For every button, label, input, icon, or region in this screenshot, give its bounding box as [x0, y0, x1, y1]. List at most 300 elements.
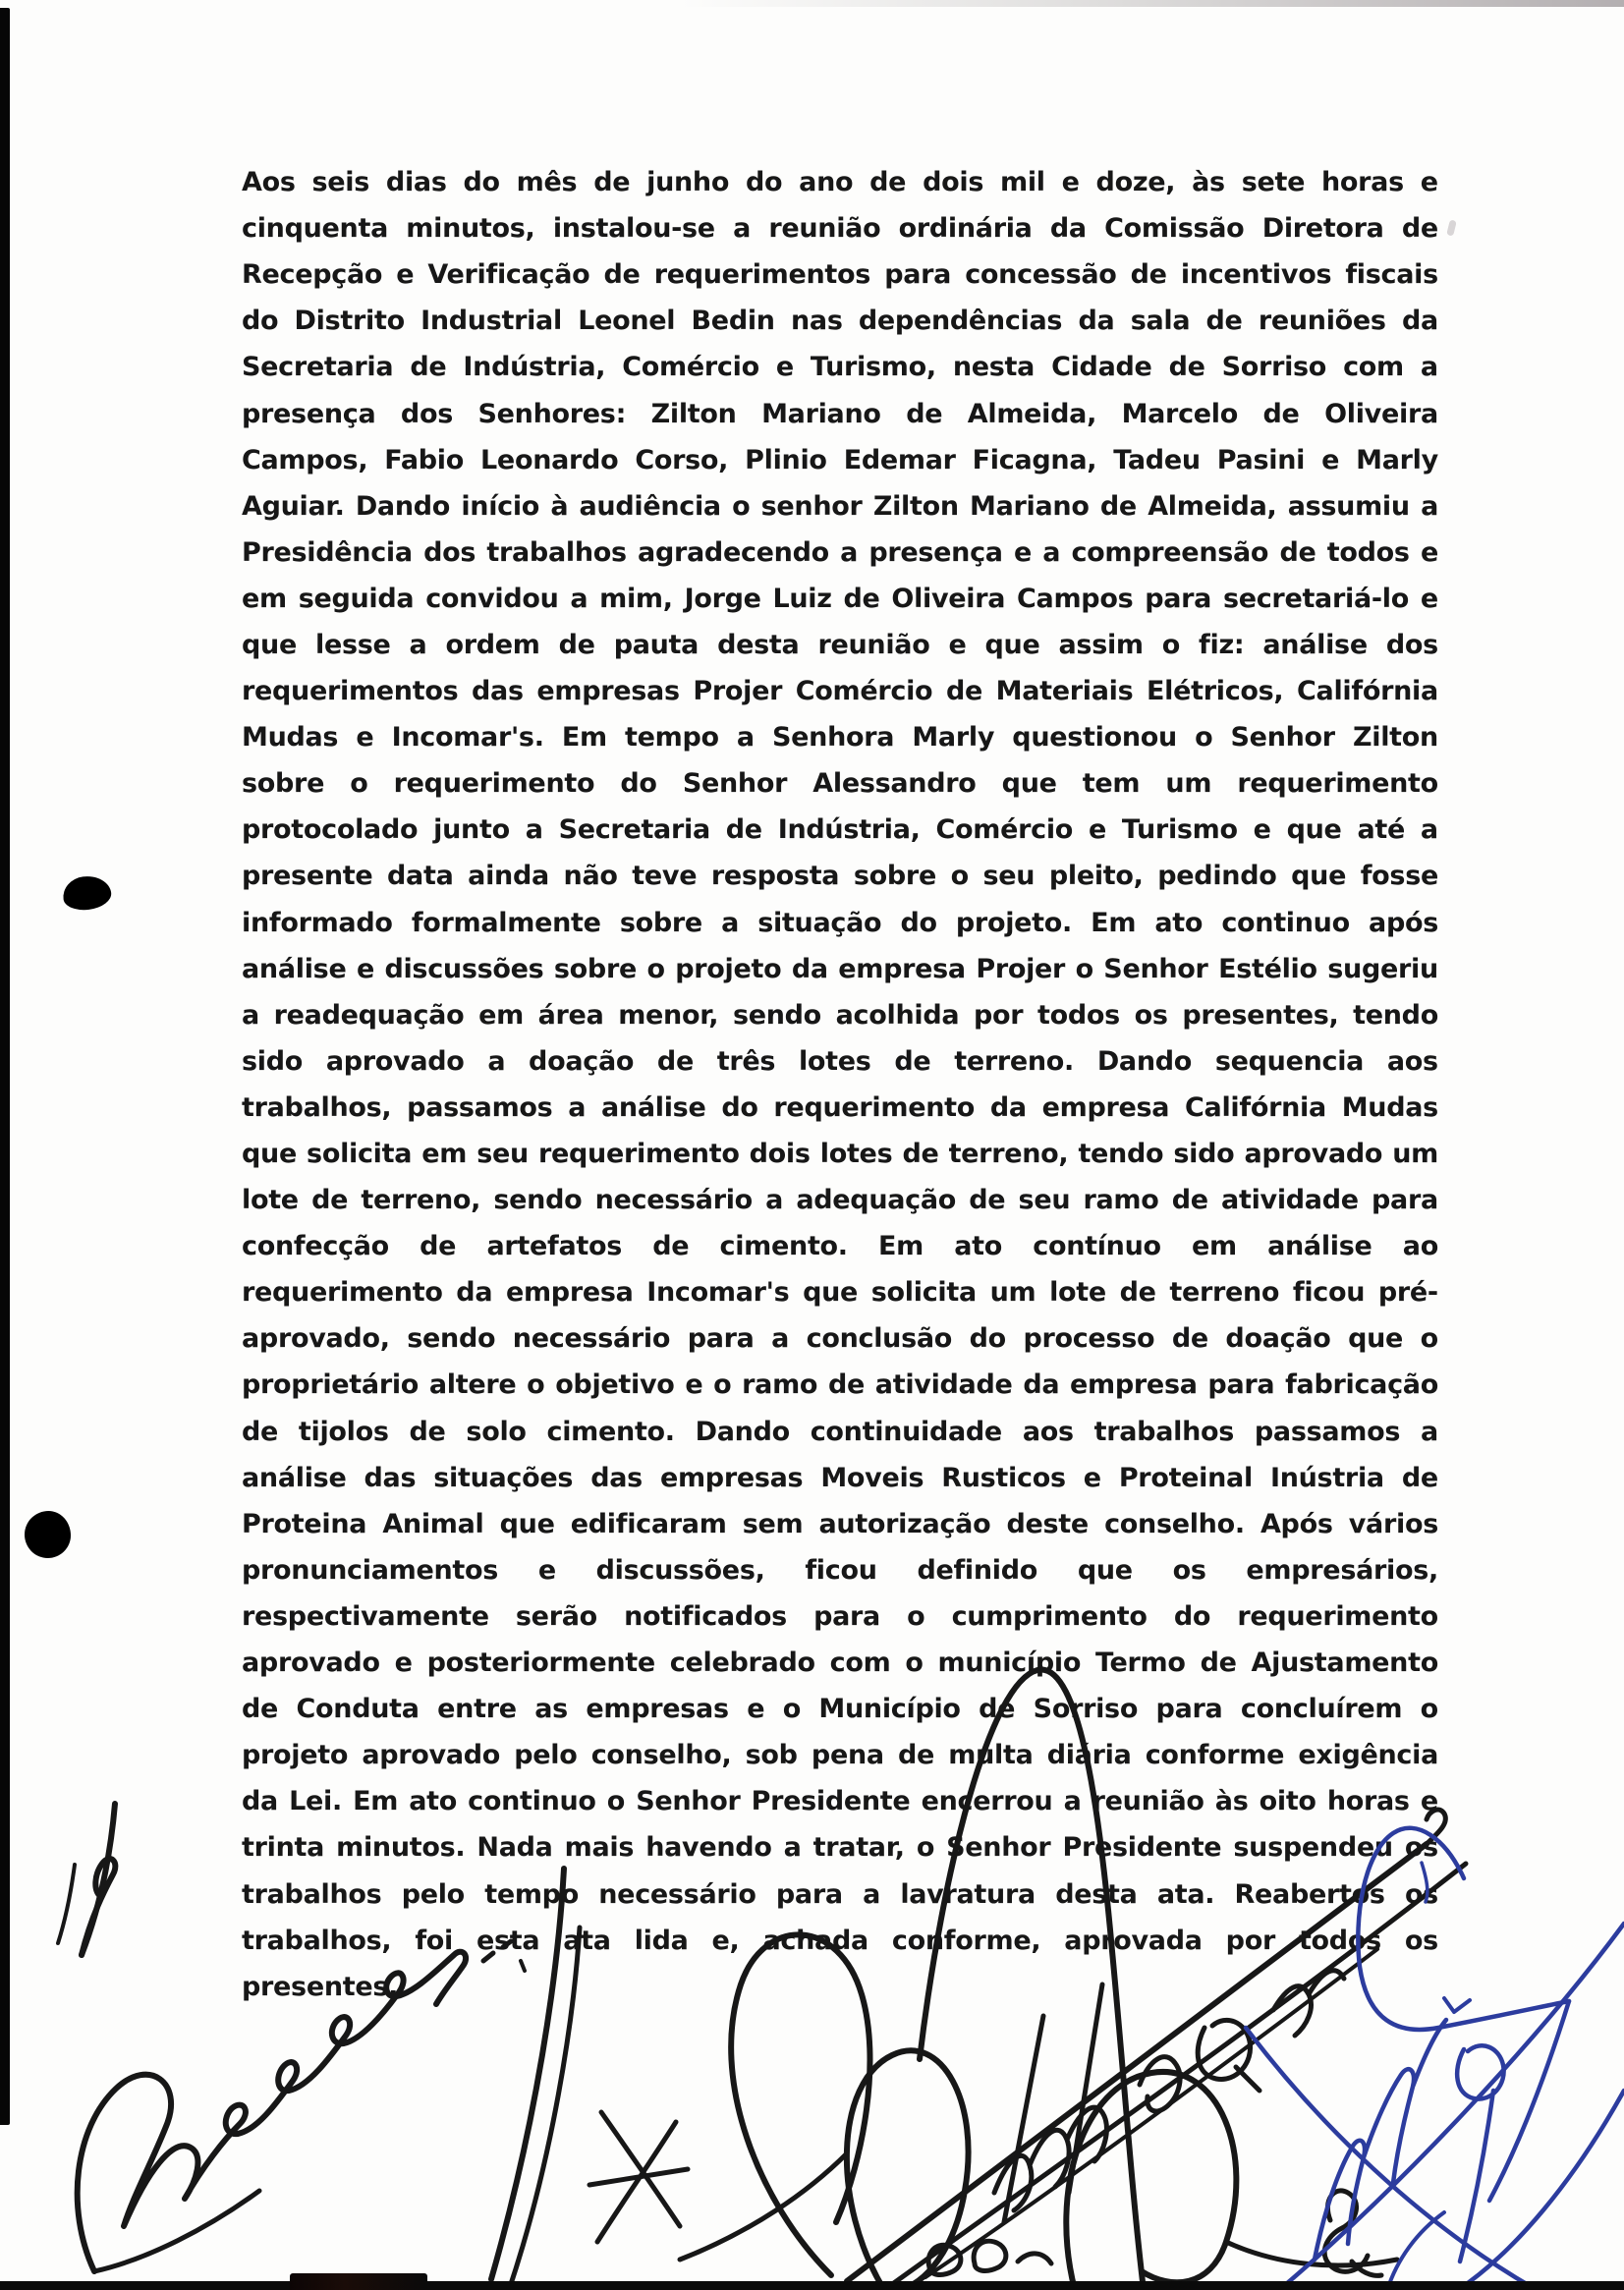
text-word: Senhora: [772, 722, 895, 754]
text-word: empresa: [1070, 1369, 1198, 1401]
text-word: a: [1042, 536, 1061, 568]
minutes-paragraph: [242, 159, 1438, 2010]
text-word: não: [563, 861, 618, 892]
text-word: projeto.: [955, 907, 1072, 938]
text-word: para: [687, 1323, 755, 1355]
hole-punch-mark: [61, 873, 113, 913]
text-word: a: [1420, 814, 1438, 846]
text-word: conclusão: [806, 1323, 953, 1355]
text-word: continuo: [468, 1786, 596, 1817]
text-word: atividade: [1221, 1185, 1359, 1216]
text-word: Luiz: [772, 583, 832, 614]
text-word: pena: [811, 1740, 884, 1771]
text-word: Comércio: [935, 814, 1074, 846]
text-word: de: [1401, 213, 1438, 245]
text-word: Corso,: [635, 444, 729, 475]
text-word: Proteina: [242, 1508, 367, 1539]
text-word: serão: [515, 1600, 597, 1632]
text-word: presente: [242, 861, 373, 892]
text-word: convidou: [425, 583, 559, 614]
text-word: Oliveira: [1324, 398, 1438, 429]
text-word: achada: [762, 1925, 868, 1956]
text-word: sendo: [493, 1185, 583, 1216]
text-word: sobre: [853, 861, 936, 892]
text-word: reunião: [1092, 1786, 1204, 1817]
text-word: Presidente: [751, 1786, 911, 1817]
text-word: os: [1172, 1554, 1206, 1586]
scan-smudge-top: [681, 0, 1624, 7]
text-word: que: [803, 1277, 859, 1309]
text-word: Indústria,: [463, 352, 606, 383]
text-word: cinquenta: [242, 213, 388, 245]
text-word: requerimento: [537, 1139, 740, 1170]
text-word: Zilton: [872, 490, 959, 522]
text-line: [242, 1315, 1438, 1362]
text-word: por: [973, 999, 1024, 1031]
text-word: Ficagna,: [972, 444, 1097, 475]
text-word: o: [646, 953, 665, 984]
text-word: confecção: [242, 1231, 389, 1262]
text-word: a: [771, 1323, 790, 1355]
text-word: protocolado: [242, 814, 419, 846]
text-word: o: [350, 768, 368, 800]
text-word: aprovado: [325, 1045, 465, 1077]
text-word: Em: [353, 1786, 399, 1817]
text-word: incentivos: [1180, 259, 1332, 291]
text-word: respectivamente: [242, 1600, 489, 1632]
text-word: lotes: [819, 1139, 893, 1170]
text-word: ano: [799, 167, 854, 198]
text-word: requerimento: [1237, 768, 1438, 800]
text-word: pré-: [1377, 1277, 1438, 1309]
text-word: até: [1357, 814, 1406, 846]
text-word: dos: [400, 398, 453, 429]
text-word: aprovada: [1064, 1925, 1203, 1956]
text-word: a: [1421, 1416, 1438, 1447]
text-word: o: [527, 1369, 545, 1401]
text-word: tijolos: [298, 1416, 389, 1447]
text-word: definido: [917, 1554, 1038, 1586]
text-word: Nada: [476, 1832, 553, 1864]
text-word: a: [783, 1832, 802, 1864]
text-word: e: [394, 1648, 413, 1679]
text-word: Almeida,: [967, 398, 1097, 429]
text-word: Senhor: [636, 1786, 741, 1817]
text-word: em: [478, 999, 524, 1031]
text-word: Cidade: [1051, 352, 1152, 383]
text-word: o: [907, 1600, 925, 1632]
text-line: [242, 760, 1438, 807]
text-line: [242, 483, 1438, 530]
text-line: [242, 159, 1438, 205]
text-word: Município: [818, 1694, 961, 1725]
text-word: reunião: [817, 629, 930, 660]
text-word: Verificação: [427, 259, 590, 291]
text-word: aprovado: [242, 1648, 380, 1679]
text-word: de: [656, 1045, 694, 1077]
text-word: suspendeu: [1233, 1832, 1393, 1864]
scan-edge-left: [0, 8, 10, 2125]
text-word: a: [568, 1091, 587, 1123]
text-word: do: [242, 306, 279, 337]
text-word: o: [1420, 1323, 1438, 1355]
text-word: a: [1421, 490, 1438, 522]
text-line: [242, 1593, 1438, 1640]
text-word: Comissão: [1104, 213, 1245, 245]
text-word: pronunciamentos: [242, 1554, 499, 1586]
text-word: seu: [476, 1139, 529, 1170]
text-word: lavratura: [900, 1878, 1036, 1910]
text-word: conforme: [1145, 1740, 1285, 1771]
text-line: [242, 900, 1438, 946]
text-word: do: [746, 167, 783, 198]
text-word: trabalhos,: [242, 1925, 392, 1956]
text-word: assumiu: [1287, 490, 1410, 522]
text-word: tendo: [1078, 1139, 1164, 1170]
text-word: doze,: [1095, 167, 1176, 198]
signature-loops: [680, 2050, 1397, 2290]
text-word: um: [989, 1277, 1036, 1309]
text-word: e: [1420, 167, 1438, 198]
text-word: Animal: [382, 1508, 484, 1539]
text-word: das: [472, 676, 524, 707]
text-word: sala: [1130, 306, 1191, 337]
text-word: o: [905, 1648, 924, 1679]
text-word: Incomar's.: [391, 722, 544, 754]
text-word: de: [1099, 490, 1137, 522]
text-word: Incomar's: [646, 1277, 790, 1309]
text-word: de: [1168, 352, 1205, 383]
text-word: que: [1348, 1323, 1404, 1355]
text-word: às: [1192, 167, 1225, 198]
text-word: de: [979, 1694, 1016, 1725]
text-word: cimento.: [719, 1231, 848, 1262]
text-word: o: [606, 1786, 626, 1817]
text-word: menor,: [618, 999, 719, 1031]
text-word: conforme,: [891, 1925, 1041, 1956]
text-line: [242, 1778, 1438, 1824]
text-word: necessário: [594, 1185, 753, 1216]
scan-edge-bottom: [0, 2281, 1624, 2290]
text-word: processo: [1023, 1323, 1155, 1355]
text-word: continuidade: [810, 1416, 1002, 1447]
text-word: que: [242, 1139, 297, 1170]
text-word: terreno.: [954, 1045, 1075, 1077]
text-line: [242, 205, 1438, 251]
text-word: às: [1214, 1786, 1249, 1817]
text-word: Campos,: [242, 444, 368, 475]
text-line: [242, 853, 1438, 899]
text-word: de: [1205, 306, 1243, 337]
text-word: requerimento: [773, 1091, 976, 1123]
text-word: após: [1369, 907, 1438, 938]
text-word: dependências: [858, 306, 1063, 337]
text-word: de: [1119, 1277, 1156, 1309]
text-word: para: [1372, 1185, 1438, 1216]
text-word: que: [1077, 1554, 1133, 1586]
text-word: havendo: [645, 1832, 772, 1864]
text-word: e: [775, 352, 794, 383]
text-word: Em: [878, 1231, 924, 1262]
text-word: ramo: [742, 1369, 818, 1401]
text-word: terreno,: [361, 1185, 481, 1216]
text-word: a: [409, 629, 427, 660]
text-word: Moveis: [820, 1462, 924, 1493]
text-word: mais: [564, 1832, 635, 1864]
text-word: nas: [791, 306, 843, 337]
text-word: de: [652, 1231, 690, 1262]
text-word: os: [1134, 999, 1168, 1031]
text-word: Estélio: [1218, 953, 1317, 984]
text-word: empresas: [536, 676, 680, 707]
text-word: atividade: [874, 1369, 1013, 1401]
text-word: lida: [634, 1925, 689, 1956]
text-word: ordem: [445, 629, 540, 660]
text-word: posteriormente: [426, 1648, 655, 1679]
text-word: contínuo: [1033, 1231, 1161, 1262]
text-word: do: [900, 907, 937, 938]
text-word: Turismo,: [810, 352, 936, 383]
text-line: [242, 714, 1438, 760]
text-word: o: [916, 1832, 935, 1864]
text-word: que: [499, 1508, 555, 1539]
text-word: diária: [1046, 1740, 1132, 1771]
text-word: a: [242, 999, 259, 1031]
text-word: pleito,: [1048, 861, 1144, 892]
text-word: fosse: [1360, 861, 1438, 892]
text-word: Bedin: [691, 306, 775, 337]
text-word: requerimentos: [242, 676, 459, 707]
text-line: [242, 622, 1438, 668]
text-word: Termo: [1095, 1648, 1186, 1679]
text-word: área: [537, 999, 604, 1031]
text-word: artefatos: [486, 1231, 622, 1262]
text-word: sugeriu: [1327, 953, 1438, 984]
text-word: necessário: [512, 1323, 671, 1355]
text-word: concessão: [965, 259, 1117, 291]
text-word: fiscais: [1345, 259, 1438, 291]
text-word: Sorriso: [1221, 352, 1327, 383]
text-word: trabalhos,: [242, 1091, 392, 1123]
text-line: [242, 1409, 1438, 1455]
text-word: requerimento: [1237, 1600, 1438, 1632]
text-word: Em: [561, 722, 607, 754]
text-word: sem: [742, 1508, 804, 1539]
text-line: [242, 1038, 1438, 1085]
text-word: a: [721, 907, 739, 938]
text-word: Dando: [355, 490, 451, 522]
text-word: para: [884, 259, 952, 291]
text-word: deste: [1006, 1508, 1089, 1539]
text-word: ao: [1402, 1231, 1438, 1262]
text-word: Comércio: [622, 352, 759, 383]
text-word: da: [1023, 1369, 1060, 1401]
text-word: vários: [1348, 1508, 1438, 1539]
text-word: adequação: [796, 1185, 957, 1216]
text-word: sobre: [619, 907, 702, 938]
text-word: de: [420, 1231, 457, 1262]
text-word: trabalhos: [486, 536, 627, 568]
text-word: da: [456, 1277, 493, 1309]
text-word: Lei.: [289, 1786, 342, 1817]
text-word: junto: [433, 814, 510, 846]
text-word: de: [1130, 259, 1167, 291]
text-word: com: [829, 1648, 891, 1679]
text-word: Senhor: [682, 768, 788, 800]
text-word: ficou: [1292, 1277, 1366, 1309]
text-word: requerimentos: [653, 259, 871, 291]
text-word: com: [1343, 352, 1404, 383]
text-line: [242, 437, 1438, 483]
text-word: e: [685, 1369, 703, 1401]
text-word: de: [843, 583, 880, 614]
text-word: altere: [428, 1369, 517, 1401]
text-word: de: [409, 1416, 446, 1447]
text-word: que: [1001, 768, 1057, 800]
text-word: aprovado: [362, 1740, 501, 1771]
text-word: Fabio: [384, 444, 465, 475]
text-word: dos: [1385, 629, 1438, 660]
text-word: para: [813, 1600, 880, 1632]
text-word: cimento.: [546, 1416, 675, 1447]
text-word: que: [984, 629, 1040, 660]
text-word: Senhores:: [477, 398, 627, 429]
text-word: e: [1083, 1462, 1101, 1493]
text-word: em: [1192, 1231, 1237, 1262]
text-word: do: [721, 1091, 758, 1123]
text-word: da: [989, 1091, 1027, 1123]
text-word: Leonardo: [480, 444, 619, 475]
text-line: [242, 298, 1438, 344]
text-word: análise: [242, 1462, 347, 1493]
text-word: sobre: [553, 953, 637, 984]
text-word: de: [869, 167, 907, 198]
text-word: em: [421, 1139, 468, 1170]
text-word: lote: [242, 1185, 299, 1216]
text-word: pelo: [401, 1878, 465, 1910]
text-word: ato: [954, 1231, 1002, 1262]
text-word: sido: [1173, 1139, 1235, 1170]
text-word: lesse: [314, 629, 391, 660]
text-line: [242, 1501, 1438, 1547]
text-word: de: [558, 629, 595, 660]
text-word: presença: [868, 536, 1003, 568]
text-word: ficou: [805, 1554, 877, 1586]
text-word: o: [1075, 953, 1093, 984]
text-word: Oliveira: [891, 583, 1006, 614]
text-word: presentes.: [242, 1971, 399, 2002]
text-word: celebrado: [669, 1648, 815, 1679]
text-word: análise: [1267, 1231, 1372, 1262]
text-word: a: [840, 536, 859, 568]
text-word: Senhor: [1103, 953, 1208, 984]
text-line: [242, 251, 1438, 298]
text-word: um: [1392, 1139, 1438, 1170]
text-word: análise: [1262, 629, 1368, 660]
text-word: a: [525, 814, 543, 846]
text-word: nesta: [952, 352, 1036, 383]
text-word: pelo: [514, 1740, 578, 1771]
text-word: seis: [311, 167, 370, 198]
text-word: a: [765, 1185, 784, 1216]
text-word: mês: [516, 167, 578, 198]
text-word: do: [620, 768, 657, 800]
text-word: que: [242, 629, 297, 660]
text-word: Marcelo: [1121, 398, 1238, 429]
text-word: Almeida,: [1148, 490, 1277, 522]
text-word: esta: [476, 1925, 540, 1956]
text-line: [242, 344, 1438, 390]
text-word: Califórnia: [1297, 676, 1438, 707]
text-word: ato: [1154, 907, 1204, 938]
text-line: [242, 1918, 1438, 1964]
text-word: de: [593, 167, 631, 198]
text-word: à: [550, 490, 569, 522]
text-word: todos: [1298, 1925, 1381, 1956]
text-word: os: [1404, 1832, 1438, 1864]
text-word: para: [1155, 1694, 1223, 1725]
text-word: sido: [242, 1045, 304, 1077]
text-word: da: [1401, 306, 1438, 337]
text-word: a: [733, 213, 752, 245]
text-word: tempo: [484, 1878, 579, 1910]
text-word: da: [1049, 213, 1087, 245]
text-word: de: [242, 1694, 279, 1725]
text-word: instalou-se: [552, 213, 715, 245]
text-word: a: [487, 1045, 506, 1077]
text-word: Pasini: [1216, 444, 1306, 475]
text-word: e: [1321, 444, 1340, 475]
text-word: Alessandro: [812, 768, 977, 800]
text-word: de: [945, 676, 982, 707]
text-word: tendo: [1353, 999, 1438, 1031]
text-word: horas: [1321, 167, 1404, 198]
text-word: de: [410, 352, 447, 383]
text-word: do: [1173, 1600, 1211, 1632]
text-word: do: [463, 167, 500, 198]
text-word: secretariá-lo: [1222, 583, 1409, 614]
text-word: em: [242, 583, 287, 614]
text-word: presentes,: [1182, 999, 1339, 1031]
text-line: [242, 530, 1438, 576]
text-word: para: [1207, 1369, 1275, 1401]
hole-punch-mark: [25, 1511, 71, 1558]
text-word: Secretaria: [242, 352, 394, 383]
text-word: necessário: [598, 1878, 756, 1910]
text-word: dias: [385, 167, 447, 198]
text-word: Sorriso: [1033, 1694, 1139, 1725]
text-word: e: [1253, 814, 1271, 846]
text-word: Campos: [1017, 583, 1134, 614]
text-word: de: [1262, 398, 1300, 429]
text-word: autorização: [818, 1508, 991, 1539]
text-word: entre: [437, 1694, 517, 1725]
text-word: e: [747, 1694, 765, 1725]
text-line: [242, 576, 1438, 622]
text-word: agradecendo: [638, 536, 829, 568]
text-word: situação: [757, 907, 882, 938]
text-word: de: [898, 1740, 935, 1771]
text-word: Mudas: [1341, 1091, 1438, 1123]
text-line: [242, 1455, 1438, 1501]
text-word: o: [732, 490, 751, 522]
text-word: e: [1420, 536, 1438, 568]
text-word: Califórnia: [1185, 1091, 1326, 1123]
text-word: oito: [1259, 1786, 1316, 1817]
text-word: teve: [632, 861, 698, 892]
text-word: o: [1420, 1694, 1438, 1725]
text-word: Senhor: [1230, 722, 1335, 754]
